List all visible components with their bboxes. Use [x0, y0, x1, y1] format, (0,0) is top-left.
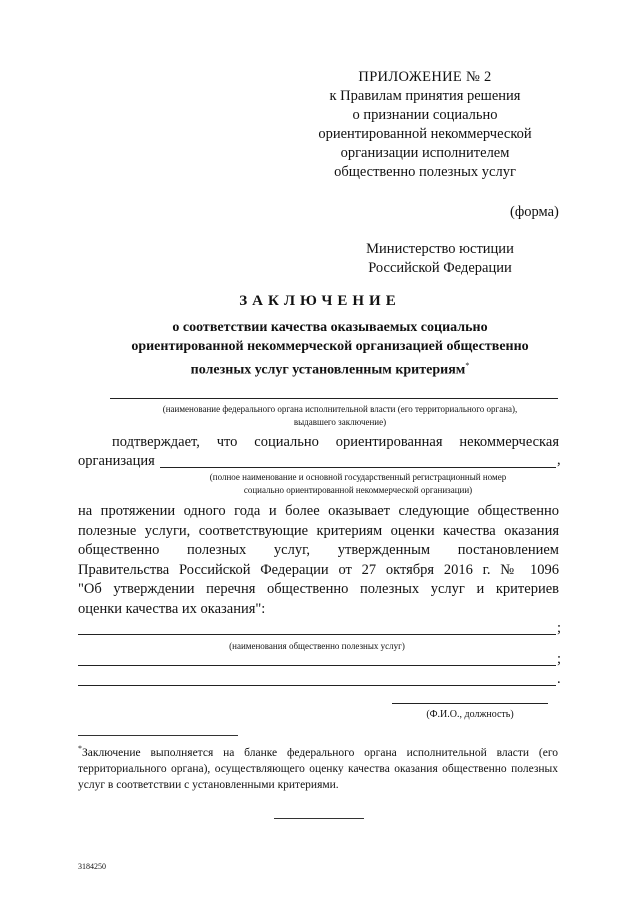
- appendix-line: о признании социально: [352, 107, 498, 123]
- subtitle-line: [130, 356, 530, 380]
- ministry-line: Министерство юстиции: [366, 241, 514, 257]
- org-label: организация: [78, 453, 155, 469]
- form-label: (форма): [510, 204, 559, 220]
- service-period: .: [557, 671, 561, 687]
- footnote: [78, 741, 558, 793]
- paragraph-line: "Об утверждении перечня общественно полезных услуг и критериев: [78, 581, 559, 597]
- ministry-block: [350, 240, 530, 278]
- subtitle-line: о соответствии качества оказываемых социально: [172, 320, 488, 335]
- document-number: 3184250: [78, 862, 106, 871]
- subtitle-text: полезных услуг установленным критериям: [190, 362, 466, 378]
- subtitle-line: ориентированной некоммерческой организацией общественно: [131, 339, 529, 354]
- authority-fill-line: [110, 398, 558, 399]
- org-hint-line: (полное наименование и основной государственный регистрационный номер: [209, 472, 507, 482]
- service-fill-line: [78, 634, 556, 635]
- authority-hint-line: выдавшего заключение): [293, 417, 387, 427]
- main-paragraph: [78, 502, 559, 619]
- appendix-header: [300, 68, 550, 182]
- org-hint: [160, 471, 556, 497]
- authority-hint: [90, 403, 590, 429]
- document-subtitle: [130, 318, 530, 380]
- document-title: ЗАКЛЮЧЕНИЕ: [239, 293, 401, 309]
- paragraph-line: оценки качества их оказания":: [78, 600, 266, 617]
- paragraph-line: Правительства Российской Федерации от 27 октября 2016 г. № 1096: [78, 561, 559, 578]
- paragraph-line: общественно полезных услуг, утвержденным постановлением: [78, 542, 559, 558]
- paragraph-line: полезные услуги, соответствующие критериям оценки качества оказания: [78, 522, 559, 539]
- signature-fill-line: [392, 703, 548, 704]
- org-comma: ,: [557, 452, 561, 468]
- authority-hint-line: (наименование федерального органа исполнительной власти (его территориального органа),: [162, 404, 518, 414]
- appendix-line: к Правилам принятия решения: [329, 88, 521, 104]
- paragraph-line: на протяжении одного года и более оказывает следующие общественно: [78, 503, 559, 519]
- service-semicolon: ;: [557, 620, 562, 636]
- appendix-title: ПРИЛОЖЕНИЕ № 2: [358, 69, 492, 85]
- footnote-text: Заключение выполняется на бланке федерального органа исполнительной власти (его территориального органа), осуществляющего оценку качества оказания общественно полезных услуг в соответствии с установленными критериями.: [78, 746, 558, 791]
- service-semicolon: ;: [557, 651, 562, 667]
- services-hint: (наименования общественно полезных услуг): [229, 641, 405, 651]
- confirm-text: подтверждает, что социально ориентированная некоммерческая: [112, 434, 559, 450]
- appendix-line: ориентированной некоммерческой: [318, 126, 532, 142]
- service-fill-line: [78, 665, 556, 666]
- footnote-marker: *: [465, 361, 470, 370]
- org-hint-line: социально ориентированной некоммерческой организации): [243, 485, 473, 495]
- footnote-mark: *: [78, 744, 82, 753]
- org-fill-line: [160, 467, 556, 468]
- ministry-line: Российской Федерации: [368, 260, 512, 276]
- appendix-line: общественно полезных услуг: [334, 164, 516, 180]
- end-separator: [274, 818, 364, 819]
- service-fill-line: [78, 685, 556, 686]
- signature-hint: (Ф.И.О., должность): [426, 709, 514, 720]
- appendix-line: организации исполнителем: [340, 145, 510, 161]
- footnote-separator: [78, 735, 238, 736]
